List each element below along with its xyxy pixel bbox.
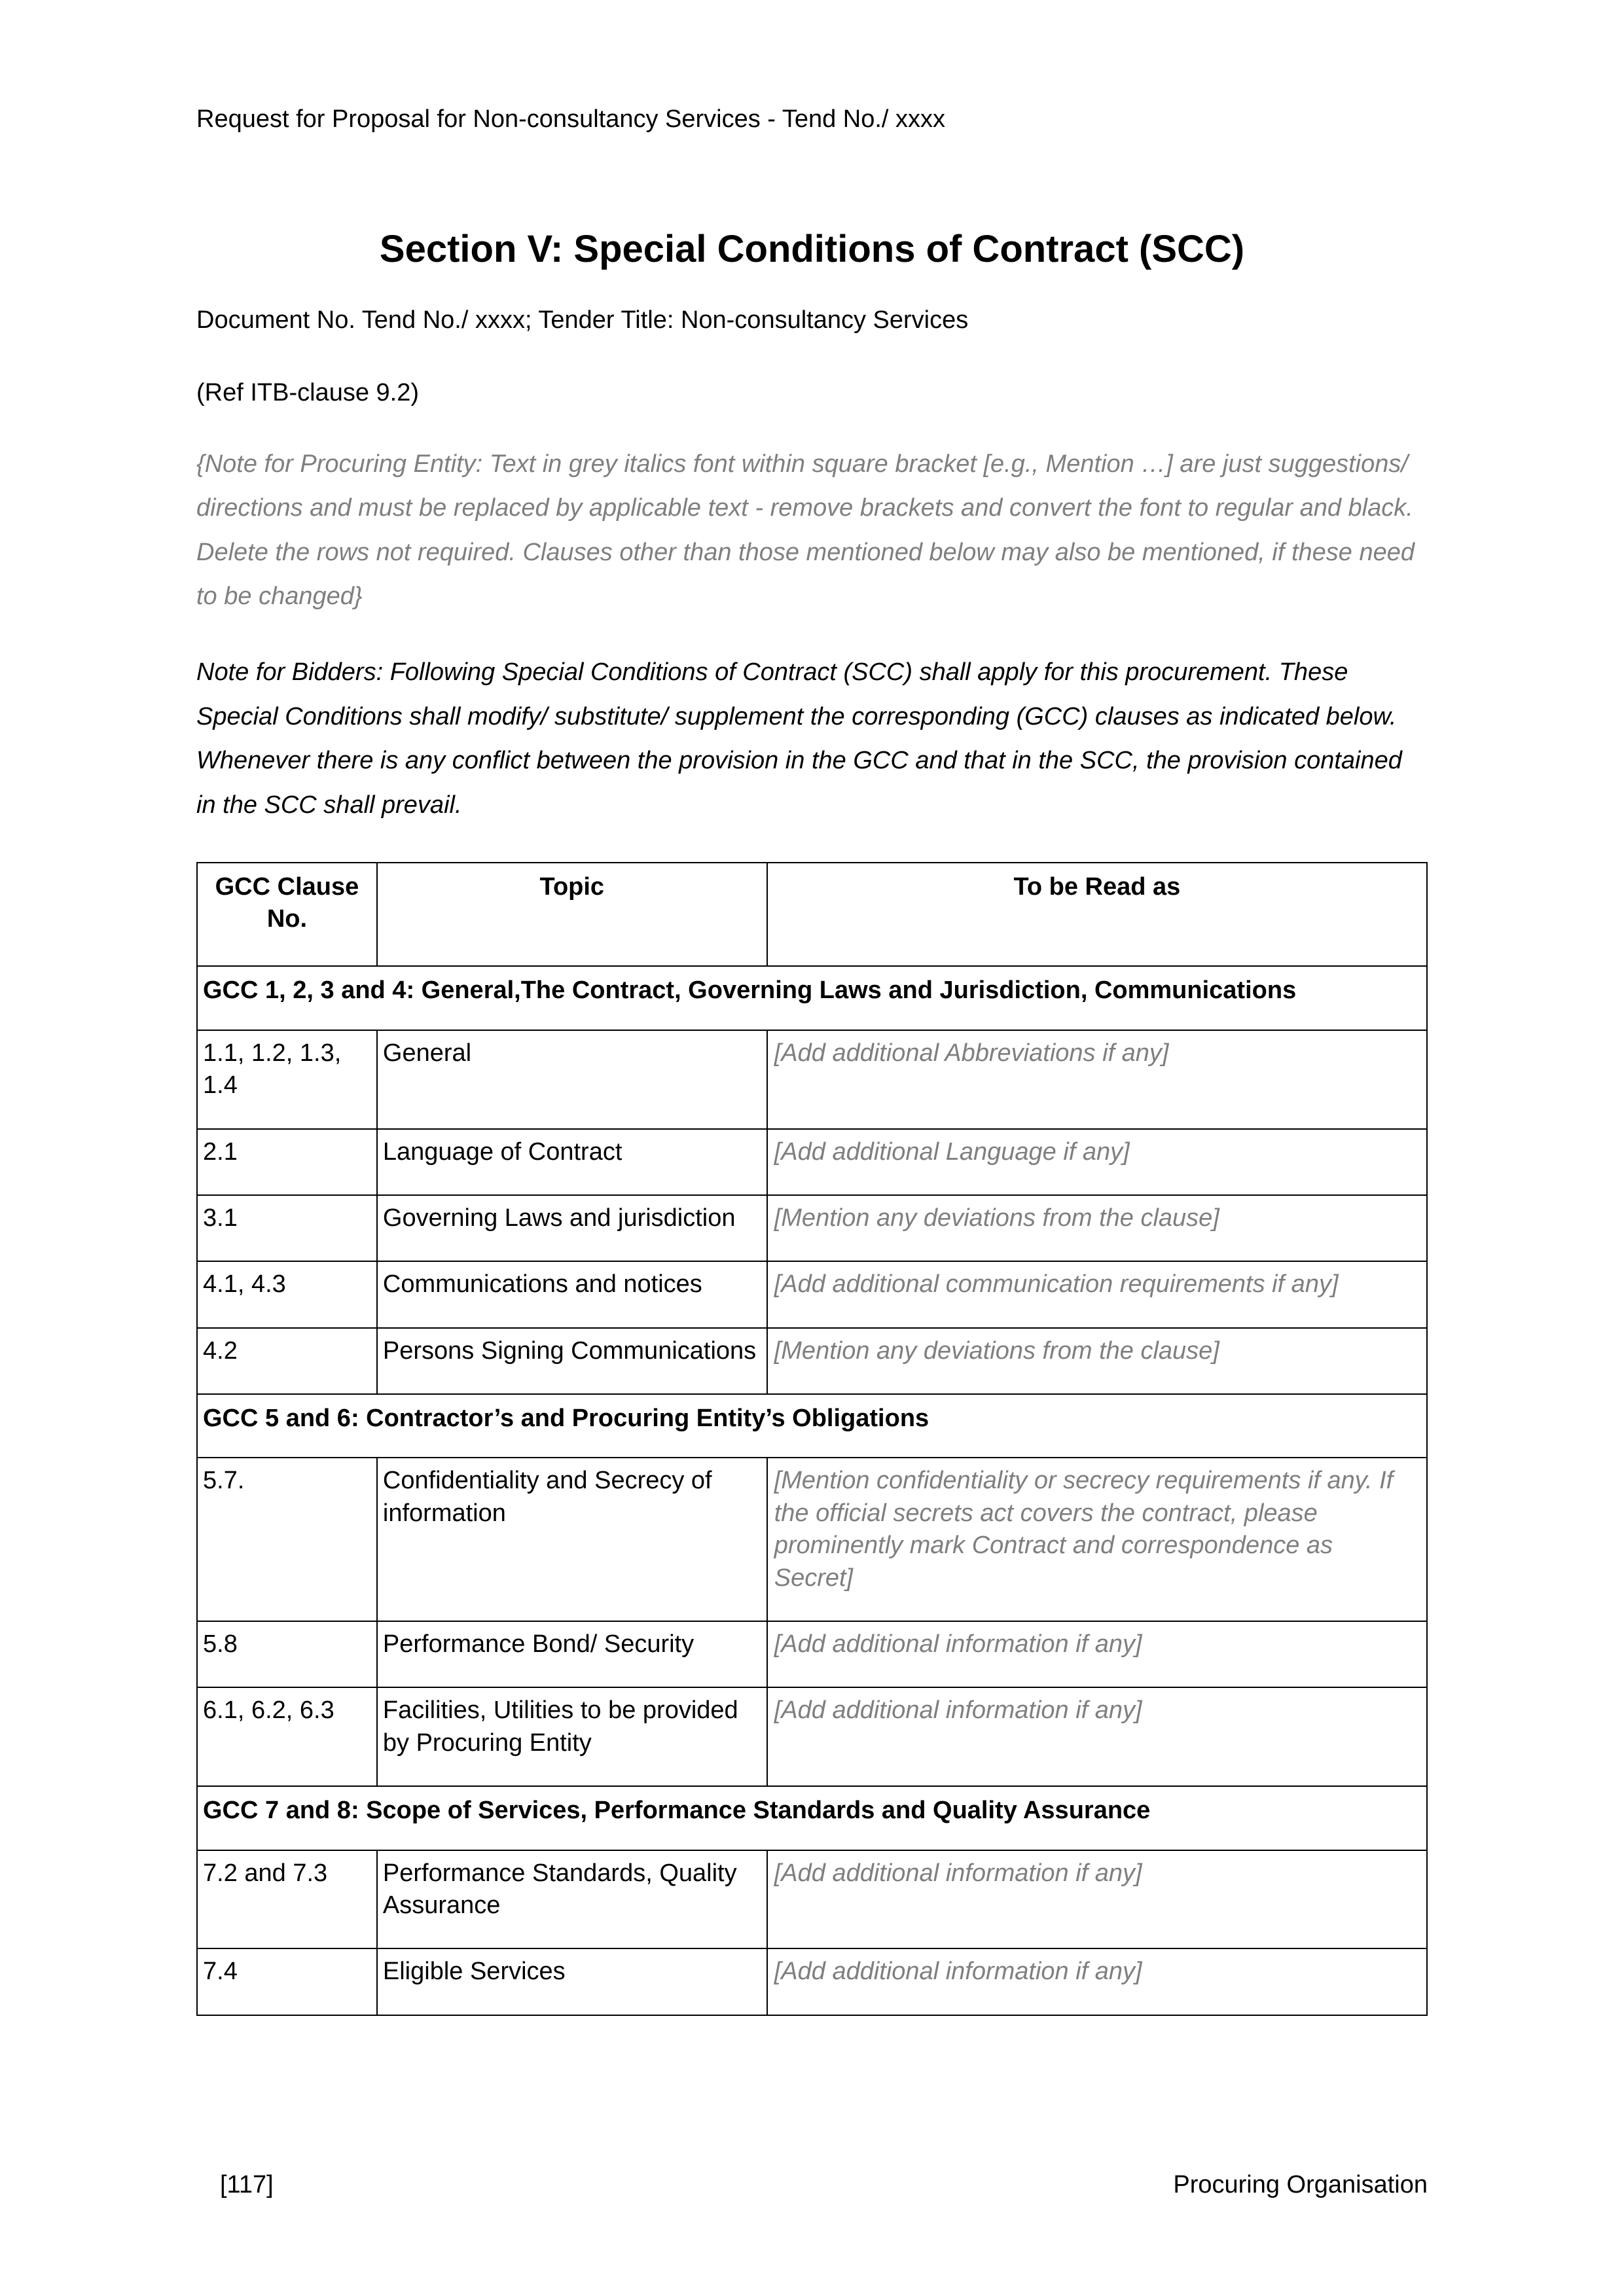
col-header-gcc-clause-no: GCC Clause No. [197, 863, 377, 967]
topic-cell: Language of Contract [377, 1129, 767, 1195]
table-row [197, 1621, 1427, 1687]
clause-cell: 7.4 [197, 1948, 377, 2015]
section-header-gcc-7-8: GCC 7 and 8: Scope of Services, Performance Standards and Quality Assurance [197, 1786, 1427, 1850]
table-row [197, 1261, 1427, 1327]
clause-cell: 2.1 [197, 1129, 377, 1195]
clause-cell: 5.7. [197, 1458, 377, 1621]
clause-cell: 3.1 [197, 1195, 377, 1261]
topic-cell: Governing Laws and jurisdiction [377, 1195, 767, 1261]
note-procuring-entity: {Note for Procuring Entity: Text in grey italics font within square bracket [e.g., Mention …] are just suggestions/ directions and must be replaced by applicable text - remove brackets and convert the font to regular and black. Delete the rows not required. Clauses other than those mentioned below may also be mentioned, if these need to be changed} [196, 450, 1415, 611]
read-as-cell: [Add additional information if any] [767, 1687, 1427, 1786]
table-row [197, 1328, 1427, 1394]
read-as-cell: [Mention any deviations from the clause] [767, 1195, 1427, 1261]
table-section-row [197, 1786, 1427, 1850]
table-row [197, 1948, 1427, 2015]
read-as-cell: [Add additional Language if any] [767, 1129, 1427, 1195]
table-header-row [197, 863, 1427, 967]
topic-cell: Persons Signing Communications [377, 1328, 767, 1394]
clause-cell: 6.1, 6.2, 6.3 [197, 1687, 377, 1786]
topic-cell: Performance Bond/ Security [377, 1621, 767, 1687]
document-number-line: Document No. Tend No./ xxxx; Tender Title: Non-consultancy Services [196, 306, 969, 334]
table-row [197, 1687, 1427, 1786]
topic-cell: Performance Standards, Quality Assurance [377, 1850, 767, 1949]
table-section-row [197, 966, 1427, 1030]
table-row [197, 1458, 1427, 1621]
footer-organisation: Procuring Organisation [1173, 2171, 1428, 2198]
section-header-gcc-5-6: GCC 5 and 6: Contractor’s and Procuring Entity’s Obligations [197, 1394, 1427, 1458]
read-as-cell: [Add additional information if any] [767, 1948, 1427, 2015]
read-as-cell: [Add additional information if any] [767, 1850, 1427, 1949]
page-number: [117] [220, 2171, 274, 2198]
clause-cell: 4.2 [197, 1328, 377, 1394]
clause-cell: 5.8 [197, 1621, 377, 1687]
note-bidders: Note for Bidders: Following Special Conditions of Contract (SCC) shall apply for this procurement. These Special Conditions shall modify/ substitute/ supplement the corresponding (GCC) clauses as indicated below. Whenever there is any conflict between the provision in the GCC and that in the SCC, the provision contained in the SCC shall prevail. [196, 658, 1402, 819]
table-row [197, 1030, 1427, 1129]
col-header-topic: Topic [377, 863, 767, 967]
read-as-cell: [Mention any deviations from the clause] [767, 1328, 1427, 1394]
page-footer [196, 2171, 1428, 2199]
section-title: Section V: Special Conditions of Contract (SCC) [379, 227, 1245, 270]
read-as-cell: [Add additional information if any] [767, 1621, 1427, 1687]
topic-cell: Confidentiality and Secrecy of information [377, 1458, 767, 1621]
topic-cell: Facilities, Utilities to be provided by Procuring Entity [377, 1687, 767, 1786]
clause-cell: 1.1, 1.2, 1.3, 1.4 [197, 1030, 377, 1129]
read-as-cell: [Mention confidentiality or secrecy requirements if any. If the official secrets act covers the contract, please prominently mark Contract and correspondence as Secret] [767, 1458, 1427, 1621]
section-header-gcc-1-2-3-4: GCC 1, 2, 3 and 4: General,The Contract, Governing Laws and Jurisdiction, Communications [197, 966, 1427, 1030]
col-header-to-be-read-as: To be Read as [767, 863, 1427, 967]
topic-cell: General [377, 1030, 767, 1129]
topic-cell: Communications and notices [377, 1261, 767, 1327]
read-as-cell: [Add additional communication requirements if any] [767, 1261, 1427, 1327]
table-section-row [197, 1394, 1427, 1458]
running-header: Request for Proposal for Non-consultancy Services - Tend No./ xxxx [196, 105, 946, 133]
clause-cell: 7.2 and 7.3 [197, 1850, 377, 1949]
ref-clause-line: (Ref ITB-clause 9.2) [196, 379, 419, 407]
table-row [197, 1129, 1427, 1195]
table-row [197, 1850, 1427, 1949]
table-row [197, 1195, 1427, 1261]
clause-cell: 4.1, 4.3 [197, 1261, 377, 1327]
topic-cell: Eligible Services [377, 1948, 767, 2015]
scc-table [196, 862, 1428, 2016]
read-as-cell: [Add additional Abbreviations if any] [767, 1030, 1427, 1129]
